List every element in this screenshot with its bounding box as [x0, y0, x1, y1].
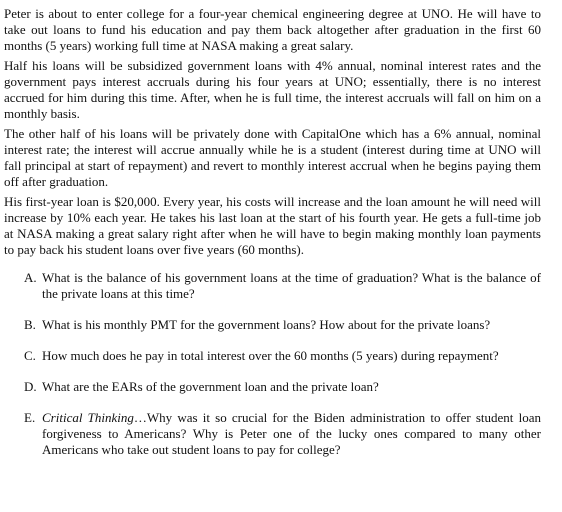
document-body — [4, 6, 541, 458]
question-letter: B. — [24, 317, 36, 332]
paragraph-loan-amounts: His first-year loan is $20,000. Every year, his costs will increase and the loan amount he will need will increase by 10% each year. He takes his last loan at the start of his fourth year. He gets a full-time job at NASA making a great salary right after when he will have to begin making monthly loan payments to pay back his student loans over five years (60 months). — [4, 194, 541, 257]
question-c — [4, 348, 541, 364]
question-text: How much does he pay in total interest over the 60 months (5 years) during repayment? — [42, 348, 499, 363]
paragraph-intro: Peter is about to enter college for a four-year chemical engineering degree at UNO. He will have to take out loans to fund his education and pay them back altogether after graduation in the first 60 months (5 years) working full time at NASA making a great salary. — [4, 6, 541, 53]
question-emphasis: Critical Thinking — [42, 410, 134, 425]
paragraph-government-loans: Half his loans will be subsidized government loans with 4% annual, nominal interest rates and the government pays interest accruals during his four years at UNO; essentially, there is no interest accrued for him during this time. After, when he is full time, the interest accruals will fall on him on a monthly basis. — [4, 58, 541, 121]
question-text: What is his monthly PMT for the government loans? How about for the private loans? — [42, 317, 491, 332]
question-list — [4, 270, 541, 458]
question-text: What is the balance of his government loans at the time of graduation? What is the balance of the private loans at this time? — [42, 270, 541, 301]
question-a — [4, 270, 541, 302]
question-d — [4, 379, 541, 395]
question-letter: A. — [24, 270, 37, 285]
question-b — [4, 317, 541, 333]
question-letter: C. — [24, 348, 36, 363]
question-letter: E. — [24, 410, 36, 425]
question-text: …Why was it so crucial for the Biden administration to offer student loan forgiveness to Americans? Why is Peter one of the lucky ones compared to many other Americans who take out student loans to pay for college? — [42, 410, 541, 457]
question-text: What are the EARs of the government loan and the private loan? — [42, 379, 379, 394]
paragraph-private-loans: The other half of his loans will be privately done with CapitalOne which has a 6% annual, nominal interest rate; the interest will accrue annually while he is a student (interest during time at UNO will fall principal at start of repayment) and revert to monthly interest accrual when he begins paying them off after graduation. — [4, 126, 541, 189]
question-letter: D. — [24, 379, 37, 394]
question-e — [4, 410, 541, 458]
